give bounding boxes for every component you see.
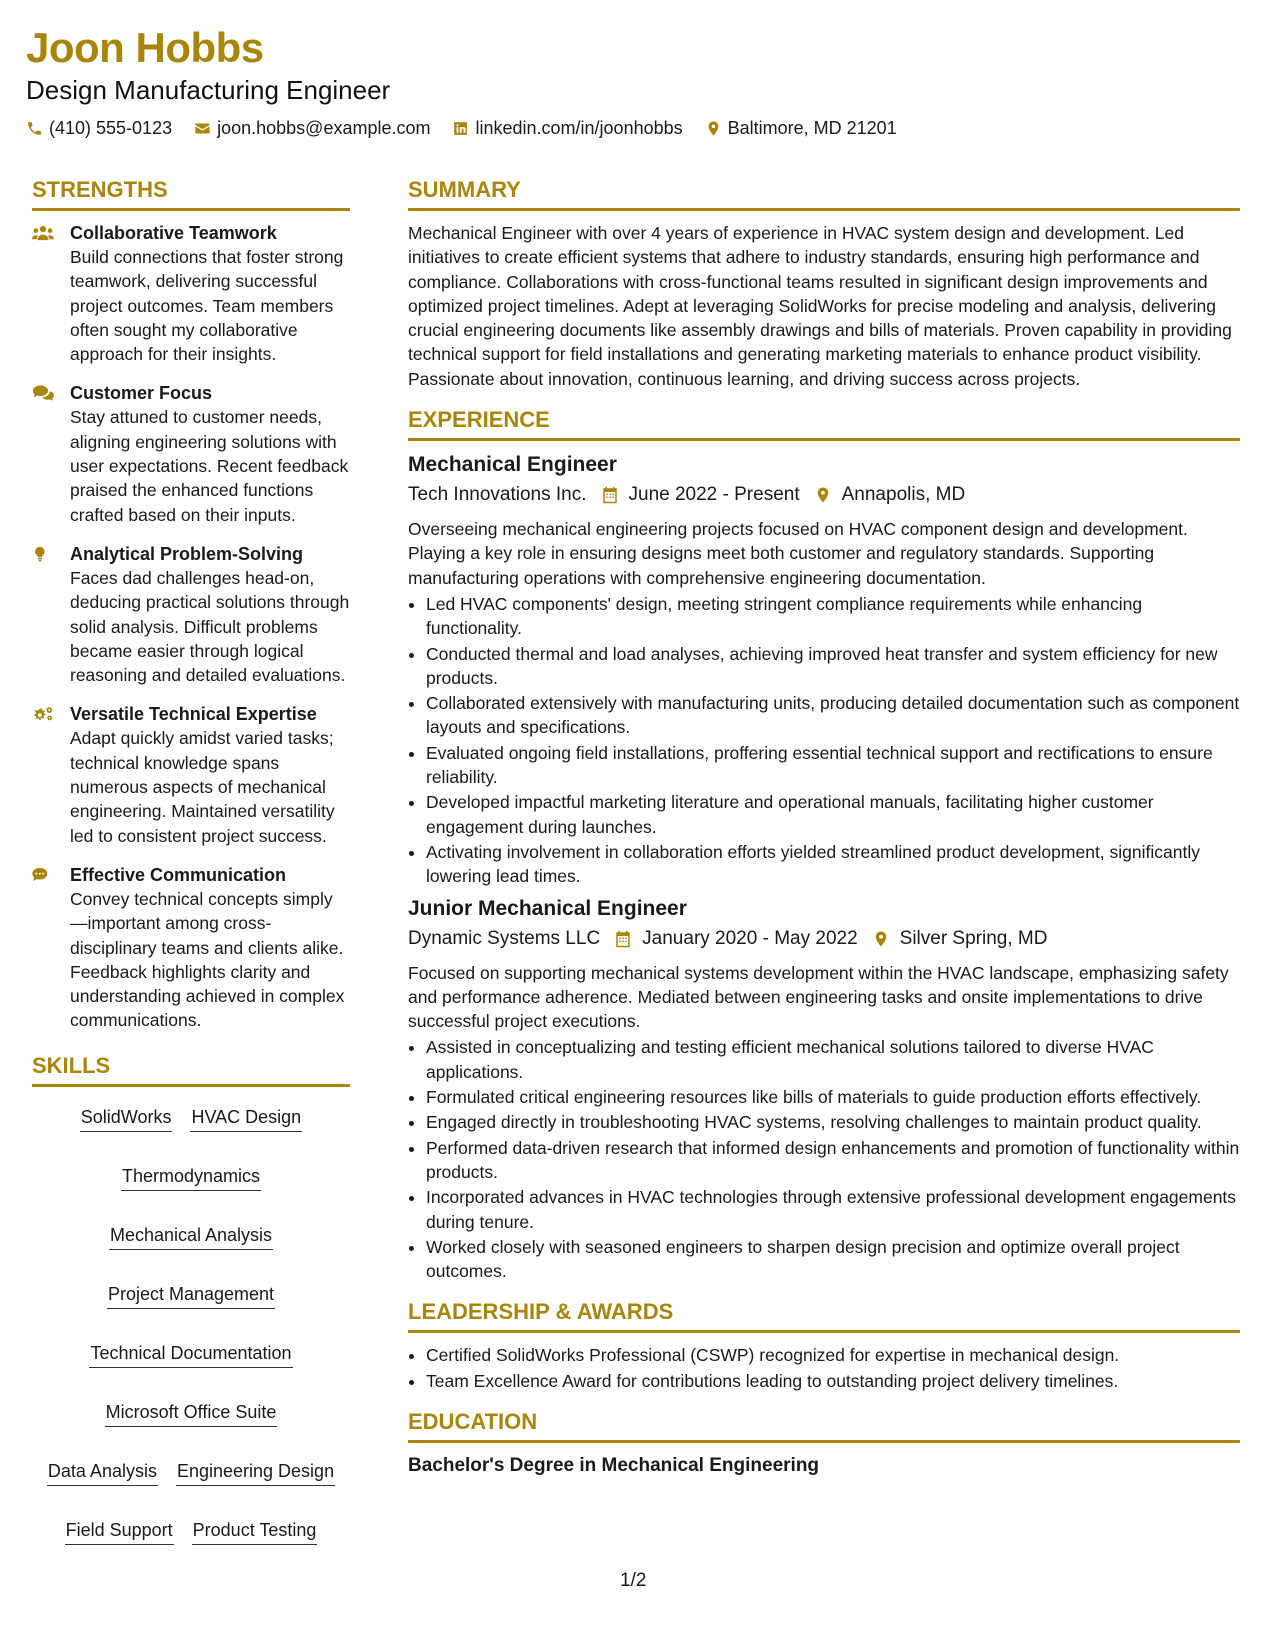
job-bullet: • Assisted in conceptualizing and testing efficient mechanical solutions tailored to diverse HVAC applications. bbox=[426, 1035, 1240, 1084]
strength-item bbox=[32, 221, 350, 366]
awards-heading: LEADERSHIP & AWARDS bbox=[408, 1297, 1240, 1333]
job-bullet: • Incorporated advances in HVAC technologies through extensive professional development engagements during tenure. bbox=[426, 1185, 1240, 1234]
strength-title: Analytical Problem-Solving bbox=[70, 543, 304, 564]
job-bullets bbox=[408, 592, 1240, 889]
phone-icon bbox=[26, 120, 43, 137]
contact-bar bbox=[26, 118, 897, 139]
strength-title: Versatile Technical Expertise bbox=[70, 704, 317, 725]
award-item: • Certified SolidWorks Professional (CSWP) recognized for expertise in mechanical design. bbox=[426, 1343, 1240, 1367]
users-icon bbox=[32, 224, 54, 242]
job-company: Dynamic Systems LLC bbox=[408, 927, 601, 949]
skill-tag: Project Management bbox=[107, 1282, 275, 1309]
job-title: Mechanical Engineer bbox=[408, 453, 617, 477]
strength-desc: Faces dad challenges head-on, deducing practical solutions through solid analysis. Difficult problems became easier through logical reasoning and detailed evaluations. bbox=[70, 567, 350, 686]
map-pin-icon bbox=[814, 486, 832, 504]
skill-tag: Product Testing bbox=[192, 1518, 318, 1545]
summary-heading: SUMMARY bbox=[408, 175, 1240, 211]
strength-item bbox=[32, 381, 350, 526]
skill-tag: Field Support bbox=[65, 1518, 174, 1545]
job-bullet: • Worked closely with seasoned engineers to sharpen design precision and optimize overall project outcomes. bbox=[426, 1235, 1240, 1284]
job-description: Focused on supporting mechanical systems development within the HVAC landscape, emphasizing safety and performance adherence. Mediated between engineering tasks and onsite implementations to drive successful project executions. bbox=[408, 962, 1229, 1032]
right-column bbox=[408, 175, 1240, 1479]
strength-item bbox=[32, 702, 350, 847]
job-bullet: • Evaluated ongoing field installations, proffering essential technical support and rectifications to ensure reliability. bbox=[426, 741, 1240, 790]
location-text: Baltimore, MD 21201 bbox=[727, 118, 897, 138]
contact-location bbox=[705, 118, 897, 139]
job-location: Silver Spring, MD bbox=[899, 927, 1048, 949]
strength-item bbox=[32, 863, 350, 1033]
skill-tag: Microsoft Office Suite bbox=[105, 1400, 278, 1427]
comments-icon bbox=[32, 384, 54, 402]
job-entry bbox=[408, 895, 1240, 1284]
linkedin-link[interactable]: linkedin.com/in/joonhobbs bbox=[475, 118, 683, 138]
job-meta bbox=[408, 481, 1240, 509]
strength-title: Customer Focus bbox=[70, 383, 213, 404]
job-bullet: • Developed impactful marketing literature and operational manuals, facilitating higher customer engagement during launches. bbox=[426, 790, 1240, 839]
envelope-icon bbox=[194, 120, 211, 137]
job-bullet: • Activating involvement in collaboration efforts yielded streamlined product development, significantly lowering lead times. bbox=[426, 840, 1240, 889]
job-bullet: • Collaborated extensively with manufacturing units, producing detailed documentation such as component layouts and specifications. bbox=[426, 691, 1240, 740]
resume-header bbox=[26, 22, 897, 139]
job-description: Overseeing mechanical engineering projects focused on HVAC component design and development. Playing a key role in ensuring designs meet both customer and regulatory standards. Supporting manufacturing operations with comprehensive engineering documentation. bbox=[408, 519, 1188, 588]
skill-tag: Technical Documentation bbox=[89, 1341, 292, 1368]
contact-linkedin[interactable] bbox=[452, 118, 682, 139]
lightbulb-icon bbox=[32, 545, 54, 563]
job-bullet: • Conducted thermal and load analyses, achieving improved heat transfer and system efficiency for new products. bbox=[426, 642, 1240, 691]
left-column bbox=[32, 175, 350, 1545]
linkedin-icon bbox=[452, 120, 469, 137]
map-pin-icon bbox=[705, 120, 722, 137]
job-company: Tech Innovations Inc. bbox=[408, 484, 587, 506]
awards-list bbox=[408, 1343, 1240, 1393]
page-number: 1/2 bbox=[620, 1570, 647, 1591]
phone-text: (410) 555-0123 bbox=[49, 118, 173, 138]
job-title: Junior Mechanical Engineer bbox=[408, 896, 687, 920]
skill-tag: SolidWorks bbox=[80, 1105, 173, 1132]
contact-email[interactable] bbox=[194, 118, 430, 139]
skill-tag: Engineering Design bbox=[176, 1459, 335, 1486]
job-bullet: • Formulated critical engineering resources like bills of materials to guide production efforts effectively. bbox=[426, 1085, 1240, 1109]
job-dates: January 2020 - May 2022 bbox=[642, 927, 858, 949]
award-item: • Team Excellence Award for contributions leading to outstanding project delivery timelines. bbox=[426, 1369, 1240, 1393]
job-location: Annapolis, MD bbox=[841, 484, 966, 506]
strength-item bbox=[32, 542, 350, 687]
strength-title: Collaborative Teamwork bbox=[70, 223, 277, 243]
email-link[interactable]: joon.hobbs@example.com bbox=[217, 118, 431, 138]
candidate-name: Joon Hobbs bbox=[26, 24, 264, 71]
strength-desc: Build connections that foster strong teamwork, delivering successful project outcomes. Team members often sought my collaborative approach for their insights. bbox=[70, 247, 344, 365]
job-bullet: • Engaged directly in troubleshooting HVAC systems, resolving challenges to maintain product quality. bbox=[426, 1110, 1240, 1134]
skill-tag: Data Analysis bbox=[47, 1459, 158, 1486]
skill-tag: Mechanical Analysis bbox=[109, 1223, 273, 1250]
skill-tag: Thermodynamics bbox=[121, 1164, 261, 1191]
skills-heading: SKILLS bbox=[32, 1051, 350, 1087]
education-heading: EDUCATION bbox=[408, 1407, 1240, 1443]
experience-heading: EXPERIENCE bbox=[408, 405, 1240, 441]
skill-tag: HVAC Design bbox=[190, 1105, 302, 1132]
comment-dots-icon bbox=[32, 866, 54, 884]
summary-text: Mechanical Engineer with over 4 years of experience in HVAC system design and development. Led initiatives to create efficient systems that adhere to industry standards, ensuring high performance and compliance. Collaborations with cross-functional teams resulted in significant design improvements and optimized project timelines. Adept at leveraging SolidWorks for precise modeling and analysis, delivering crucial engineering documents like assembly drawings and bills of materials. Proven capability in providing technical support for field installations and generating marketing materials to enhance product visibility. Passionate about innovation, continuous learning, and driving success across projects. bbox=[408, 223, 1232, 389]
strength-desc: Stay attuned to customer needs, aligning engineering solutions with user expectations. Recent feedback praised the enhanced functions crafted based on their inputs. bbox=[70, 407, 349, 525]
skills-list bbox=[32, 1105, 350, 1545]
job-meta bbox=[408, 925, 1240, 953]
strengths-heading: STRENGTHS bbox=[32, 175, 350, 211]
job-bullets bbox=[408, 1035, 1240, 1283]
calendar-icon bbox=[614, 930, 632, 948]
strength-desc: Convey technical concepts simply—important among cross-disciplinary teams and clients alike. Feedback highlights clarity and understanding achieved in complex communications. bbox=[70, 888, 345, 1031]
job-dates: June 2022 - Present bbox=[628, 484, 800, 506]
contact-phone bbox=[26, 118, 172, 139]
candidate-title: Design Manufacturing Engineer bbox=[26, 75, 391, 105]
strength-title: Effective Communication bbox=[70, 864, 287, 885]
job-bullet: • Performed data-driven research that informed design enhancements and promotion of functionality within products. bbox=[426, 1136, 1240, 1185]
job-bullet: • Led HVAC components' design, meeting stringent compliance requirements while enhancing functionality. bbox=[426, 592, 1240, 641]
calendar-icon bbox=[601, 486, 619, 504]
education-degree: Bachelor's Degree in Mechanical Engineering bbox=[408, 1454, 820, 1476]
gears-icon bbox=[32, 705, 54, 723]
job-entry bbox=[408, 451, 1240, 888]
map-pin-icon bbox=[872, 930, 890, 948]
strength-desc: Adapt quickly amidst varied tasks; technical knowledge spans numerous aspects of mechanical engineering. Maintained versatility led to consistent project success. bbox=[70, 728, 335, 846]
